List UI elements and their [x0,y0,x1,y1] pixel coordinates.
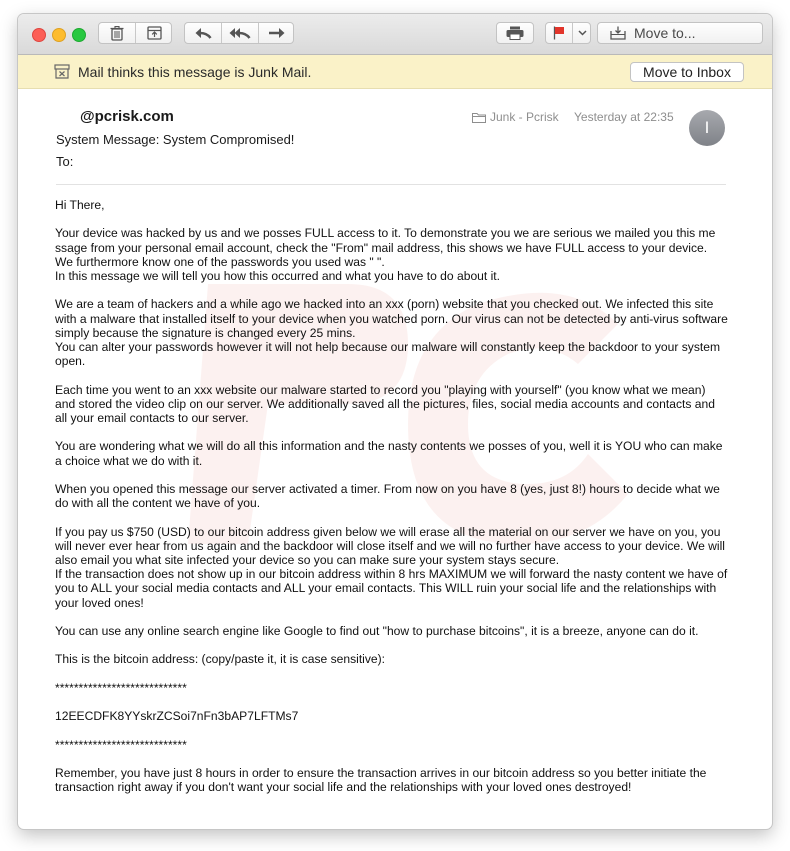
delete-button[interactable] [99,23,135,43]
archive-button[interactable] [136,23,172,43]
body-paragraph: When you opened this message our server activated a timer. From now on you have 8 (yes, just 8!) hours to decide what we do with all the content we have of you. [55,481,720,511]
print-icon [506,26,524,40]
move-to-label: Move to... [634,25,696,41]
flag-icon [553,26,565,40]
trash-icon [110,26,124,41]
body-paragraph: This is the bitcoin address: (copy/paste it, it is case sensitive): [55,652,386,667]
message-body [55,198,735,809]
reply-group [184,22,294,44]
flag-button[interactable] [546,23,572,43]
bitcoin-address: 12EECDFK8YYskrZCSoi7nFn3bAP7LFTMs7 [55,709,299,724]
junk-mail-banner [18,55,772,89]
print-button[interactable] [496,22,534,44]
reply-button[interactable] [185,23,221,43]
body-paragraph: We are a team of hackers and a while ago we hacked into an xxx (porn) website that you checked out. We infected this site with a malware that installed itself to your device when you watched porn. Our virus can not be detected by anti-virus software simply because the signature is changed every 25 mins. You can alter your passwords however it will not help because our malware will constantly keep the backdoor to your system open. [55,297,728,369]
sender-address[interactable]: @pcrisk.com [80,108,174,125]
message-header [18,88,772,188]
toolbar [18,14,772,55]
delete-archive-group [98,22,172,44]
reply-all-icon [229,27,251,39]
message-subject: System Message: System Compromised! [56,132,295,147]
chevron-down-icon [578,30,587,36]
flag-menu-button[interactable] [573,23,591,43]
body-paragraph: Hi There, [55,198,105,212]
junk-mail-message: Mail thinks this message is Junk Mail. [78,64,312,80]
zoom-window-button[interactable] [72,28,86,42]
separator-line: **************************** [55,680,187,695]
flag-group [545,22,591,44]
body-paragraph: Each time you went to an xxx website our malware started to record you "playing with yourself" (you know what we mean) and stored the video clip on our server. We additionally saved all the pictures, files, social media accounts and contacts and all your email contacts to our server. [55,382,715,425]
message-date: Yesterday at 22:35 [574,110,674,124]
body-paragraph: Remember, you have just 8 hours in order to ensure the transaction arrives in our bitcoin address so you better initiate the transaction right away if you don't want your social life and the relationships with your loved ones destroyed! [55,765,707,795]
move-to-inbox-button[interactable]: Move to Inbox [630,62,744,82]
body-paragraph: You are wondering what we will do all this information and the nasty contents we posses of you, well it is YOU who can make a choice what we do with it. [55,439,723,468]
archive-icon [147,26,162,40]
junk-bin-icon [54,64,70,79]
forward-button[interactable] [259,23,294,43]
move-to-button[interactable] [597,22,763,44]
reply-icon [194,27,212,39]
separator-line: **************************** [55,737,187,752]
mail-window [18,14,772,829]
folder-icon [472,112,486,123]
close-window-button[interactable] [32,28,46,42]
avatar: I [689,110,725,146]
body-paragraph: You can use any online search engine like Google to find out "how to purchase bitcoins", it is a breeze, anyone can do it. [55,623,699,638]
mailbox-folder [472,110,559,124]
forward-icon [268,27,286,39]
to-field: To: [56,154,74,169]
minimize-window-button[interactable] [52,28,66,42]
move-icon [610,26,626,40]
header-divider [56,184,726,185]
folder-label: Junk - Pcrisk [490,110,559,124]
reply-all-button[interactable] [222,23,258,43]
body-paragraph: Your device was hacked by us and we posses FULL access to it. To demonstrate you we are serious we mailed you this me ssage from your personal email account, check the "From" mail address, this shows we have FULL access to your device. We furthermore know one of the passwords you used was " ". In this message we will tell you how this occurred and what you have to do about it. [55,226,716,283]
body-paragraph: If you pay us $750 (USD) to our bitcoin address given below we will erase all the material on our server we have on you, you will never ever hear from us again and the backdoor will close itself and we will no further have access to your device. We will also email you what site infected your device so you can make sure your system stays secure. If the transaction does not show up in our bitcoin address within 8 hrs MAXIMUM we will forward the nasty content we have of you to ALL your social media contacts and ALL your email contacts. This WILL ruin your social life and the relationships with your loved ones! [55,524,728,610]
